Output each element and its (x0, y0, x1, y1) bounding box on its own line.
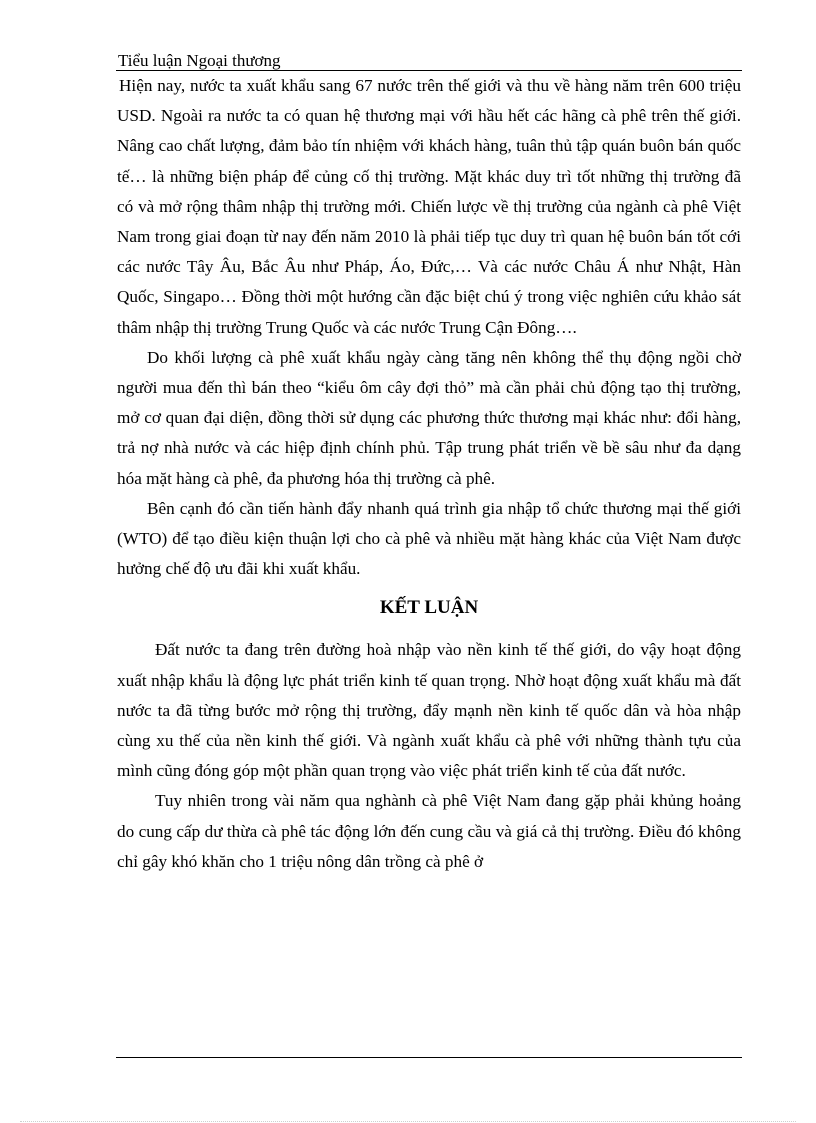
page-boundary (20, 1121, 796, 1122)
conclusion-heading: KẾT LUẬN (379, 597, 479, 619)
conclusion-paragraph-1: Đất nước ta đang trên đường hoà nhập vào nền kinh tế thế giới, do vậy hoạt động xuất nhập khẩu là động lực phát triển kinh tế quan trọng. Nhờ hoạt động xuất khẩu mà đất nước ta đã từng bước mở rộng thị trường, đẩy mạnh nền kinh tế quốc dân và hòa nhập cùng xu thế của nền kinh thế giới. Và ngành xuất khẩu cà phê với những thành tựu của mình cũng đóng góp một phần quan trọng vào việc phát triển kinh tế của đất nước. (117, 640, 741, 781)
footer-rule (116, 1057, 742, 1058)
page-header-title: Tiểu luận Ngoại thương (118, 51, 281, 70)
body-paragraph-3: Bên cạnh đó cần tiến hành đẩy nhanh quá trình gia nhập tổ chức thương mại thế giới (WTO) để tạo điều kiện thuận lợi cho cà phê và nhiều mặt hàng khác của Việt Nam được hưởng chế độ ưu đãi khi xuất khẩu. (117, 498, 741, 579)
body-paragraph-2: Do khối lượng cà phê xuất khẩu ngày càng tăng nên không thể thụ động ngồi chờ người mua đến thì bán theo “kiểu ôm cây đợi thỏ” mà cần phải chủ động tạo thị trường, mở cơ quan đại diện, đồng thời sử dụng các phương thức thương mại khác như: đổi hàng, trả nợ nhà nước và các hiệp định chính phủ. Tập trung phát triển về bề sâu như đa dạng hóa mặt hàng cà phê, đa phương hóa thị trường cà phê. (117, 347, 741, 488)
body-paragraph-1: Hiện nay, nước ta xuất khẩu sang 67 nước trên thế giới và thu về hàng năm trên 600 triệu USD. Ngoài ra nước ta có quan hệ thương mại với hầu hết các hãng cà phê trên thế giới. Nâng cao chất lượng, đảm bảo tín nhiệm với khách hàng, tuân thủ tập quán buôn bán quốc tế… là những biện pháp để củng cố thị trường. Mặt khác duy trì tốt những thị trường đã có và mở rộng thâm nhập thị trường mới. Chiến lược về thị trường của ngành cà phê Việt Nam trong giai đoạn từ nay đến năm 2010 là phải tiếp tục duy trì quan hệ buôn bán tốt cới các nước Tây Âu, Bắc Âu như Pháp, Áo, Đức,… Và các nước Châu Á như Nhật, Hàn Quốc, Singapo… Đồng thời một hướng cần đặc biệt chú ý trong việc nghiên cứu khảo sát thâm nhập thị trường Trung Quốc và các nước Trung Cận Đông…. (117, 76, 741, 337)
conclusion-paragraph-2: Tuy nhiên trong vài năm qua nghành cà phê Việt Nam đang gặp phải khủng hoảng do cung cấp dư thừa cà phê tác động lớn đến cung cầu và giá cả thị trường. Điều đó không chỉ gây khó khăn cho 1 triệu nông dân trồng cà phê ở (117, 791, 741, 871)
page-content (117, 71, 741, 877)
